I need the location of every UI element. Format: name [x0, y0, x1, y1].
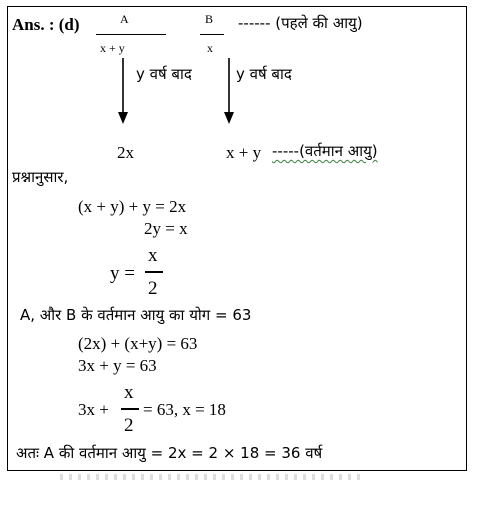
equation-6-fraction-bar: [121, 408, 139, 410]
final-answer: अतः A की वर्तमान आयु = 2x = 2 × 18 = 36 वर्ष: [16, 444, 323, 462]
equation-4: (2x) + (x+y) = 63: [78, 334, 198, 353]
according-to-question: प्रश्नानुसार,: [12, 168, 69, 186]
fraction-b-bar: [200, 34, 224, 35]
arrow-down-right-icon: [224, 58, 234, 124]
equation-3-denominator: 2: [148, 278, 158, 299]
present-age-a: 2x: [117, 143, 134, 162]
present-age-note: -----(वर्तमान आयु): [272, 142, 378, 160]
faint-cut-off-line: [60, 474, 360, 480]
fraction-b-numerator: B: [205, 12, 214, 26]
fraction-a-bar: [96, 34, 166, 35]
fraction-a-numerator: A: [120, 12, 129, 26]
present-age-b: x + y: [226, 143, 262, 162]
equation-6-numerator: x: [124, 382, 134, 403]
sum-statement: A, और B के वर्तमान आयु का योग = 63: [20, 306, 252, 324]
equation-1: (x + y) + y = 2x: [78, 197, 187, 216]
equation-5: 3x + y = 63: [78, 356, 157, 375]
arrow-left-label: y वर्ष बाद: [136, 65, 192, 83]
equation-2: 2y = x: [144, 219, 188, 238]
fraction-b-denominator: x: [207, 41, 213, 55]
equation-6-lhs: 3x +: [78, 400, 109, 419]
equation-3-lhs: y =: [110, 263, 135, 284]
arrow-right-label: y वर्ष बाद: [236, 65, 292, 83]
equation-3-fraction-bar: [145, 271, 163, 273]
fraction-a-denominator: x + y: [100, 41, 125, 55]
equation-3-numerator: x: [148, 245, 158, 266]
arrow-down-left-icon: [118, 58, 128, 124]
past-age-note: ------ (पहले की आयु): [238, 14, 363, 32]
answer-label: Ans. : (d): [12, 15, 80, 34]
equation-6-denominator: 2: [124, 415, 134, 436]
equation-6-rhs: = 63, x = 18: [143, 400, 226, 419]
